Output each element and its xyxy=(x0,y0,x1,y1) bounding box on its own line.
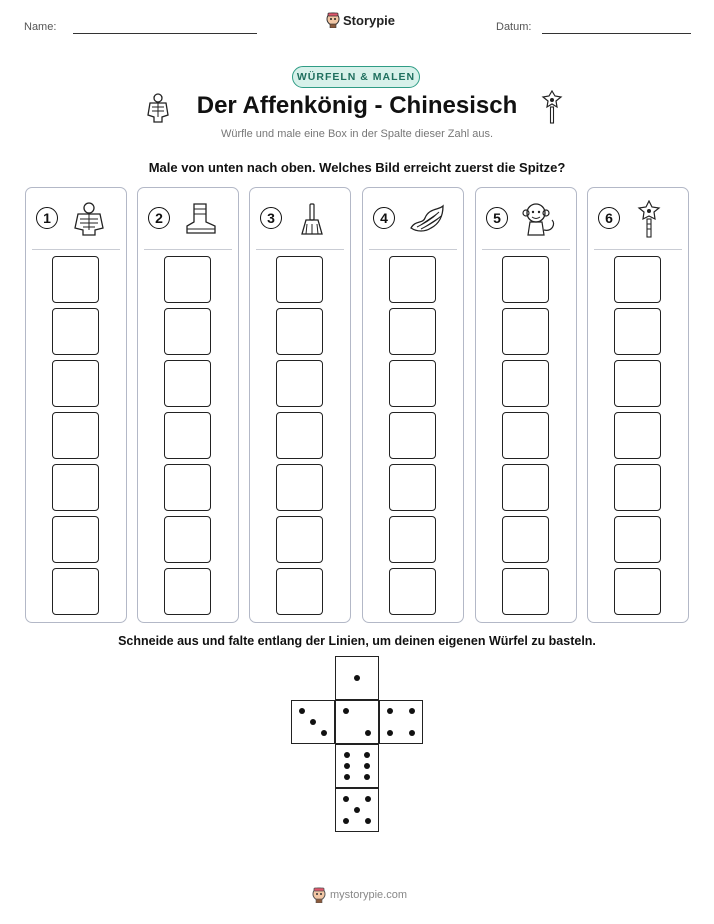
column-number: 1 xyxy=(36,207,58,229)
die-pip xyxy=(409,708,415,714)
coloring-box[interactable] xyxy=(502,308,549,355)
column-divider xyxy=(594,249,682,250)
coloring-box[interactable] xyxy=(276,568,323,615)
coloring-box[interactable] xyxy=(389,308,436,355)
coloring-box[interactable] xyxy=(276,464,323,511)
coloring-box[interactable] xyxy=(276,360,323,407)
die-pip xyxy=(364,763,370,769)
activity-badge: WÜRFELN & MALEN xyxy=(292,66,420,88)
coloring-box[interactable] xyxy=(276,412,323,459)
dice-column-6 xyxy=(587,187,689,623)
boot-icon xyxy=(184,202,218,236)
column-number: 5 xyxy=(486,207,508,229)
game-instruction: Male von unten nach oben. Welches Bild erreicht zuerst die Spitze? xyxy=(148,160,566,175)
storypie-mascot-icon xyxy=(326,12,340,28)
dice-column-1 xyxy=(25,187,127,623)
die-pip xyxy=(364,774,370,780)
coloring-box[interactable] xyxy=(52,568,99,615)
page-title: Der Affenkönig - Chinesisch xyxy=(196,92,518,119)
coloring-box[interactable] xyxy=(389,412,436,459)
die-face-3 xyxy=(291,700,335,744)
die-pip xyxy=(343,708,349,714)
coloring-box[interactable] xyxy=(52,412,99,459)
die-pip xyxy=(310,719,316,725)
coloring-box[interactable] xyxy=(614,412,661,459)
die-pip xyxy=(409,730,415,736)
die-pip xyxy=(343,818,349,824)
coloring-box[interactable] xyxy=(164,568,211,615)
column-divider xyxy=(256,249,344,250)
column-number: 4 xyxy=(373,207,395,229)
coloring-box[interactable] xyxy=(164,516,211,563)
column-number: 2 xyxy=(148,207,170,229)
coloring-box[interactable] xyxy=(614,256,661,303)
coloring-box[interactable] xyxy=(276,308,323,355)
staff-icon xyxy=(541,90,563,124)
coloring-box[interactable] xyxy=(164,360,211,407)
die-pip xyxy=(343,796,349,802)
brand-name: Storypie xyxy=(343,12,396,28)
page-subtitle: Würfle und male eine Box in der Spalte dieser Zahl aus. xyxy=(220,128,494,140)
die-pip xyxy=(344,763,350,769)
coloring-box[interactable] xyxy=(614,568,661,615)
coloring-box[interactable] xyxy=(164,256,211,303)
storypie-mascot-icon xyxy=(312,887,326,903)
die-pip xyxy=(387,708,393,714)
footer-url[interactable]: mystorypie.com xyxy=(330,889,408,901)
die-face-2 xyxy=(335,700,379,744)
die-face-4 xyxy=(379,700,423,744)
coloring-box[interactable] xyxy=(389,516,436,563)
die-face-6 xyxy=(335,744,379,788)
die-pip xyxy=(387,730,393,736)
name-line[interactable] xyxy=(73,33,257,34)
column-number: 3 xyxy=(260,207,282,229)
column-number: 6 xyxy=(598,207,620,229)
column-divider xyxy=(32,249,120,250)
coloring-box[interactable] xyxy=(389,256,436,303)
cut-instruction: Schneide aus und falte entlang der Linien, um deinen eigenen Würfel zu basteln. xyxy=(118,634,596,648)
coloring-box[interactable] xyxy=(52,360,99,407)
column-divider xyxy=(144,249,232,250)
die-pip xyxy=(344,774,350,780)
column-divider xyxy=(482,249,570,250)
coloring-box[interactable] xyxy=(52,308,99,355)
coloring-box[interactable] xyxy=(502,464,549,511)
coloring-box[interactable] xyxy=(52,256,99,303)
coloring-box[interactable] xyxy=(389,360,436,407)
die-pip xyxy=(354,807,360,813)
die-pip xyxy=(321,730,327,736)
die-face-5 xyxy=(335,788,379,832)
coloring-box[interactable] xyxy=(389,568,436,615)
die-pip xyxy=(365,818,371,824)
dice-column-5 xyxy=(475,187,577,623)
monkey-icon xyxy=(522,202,558,238)
coloring-box[interactable] xyxy=(614,308,661,355)
coloring-box[interactable] xyxy=(502,256,549,303)
die-pip xyxy=(364,752,370,758)
die-pip xyxy=(354,675,360,681)
coloring-box[interactable] xyxy=(614,516,661,563)
coloring-box[interactable] xyxy=(389,464,436,511)
coloring-box[interactable] xyxy=(502,568,549,615)
footer xyxy=(312,887,407,903)
date-label: Datum: xyxy=(496,21,532,33)
coloring-box[interactable] xyxy=(276,256,323,303)
coloring-box[interactable] xyxy=(614,464,661,511)
date-line[interactable] xyxy=(542,33,691,34)
die-pip xyxy=(344,752,350,758)
name-label: Name: xyxy=(24,21,57,33)
coloring-box[interactable] xyxy=(614,360,661,407)
die-pip xyxy=(365,730,371,736)
coloring-box[interactable] xyxy=(52,516,99,563)
coloring-box[interactable] xyxy=(502,360,549,407)
coloring-box[interactable] xyxy=(164,308,211,355)
dice-column-3 xyxy=(249,187,351,623)
die-pip xyxy=(299,708,305,714)
column-divider xyxy=(369,249,457,250)
die-face-1 xyxy=(335,656,379,700)
coloring-box[interactable] xyxy=(502,516,549,563)
coloring-box[interactable] xyxy=(164,464,211,511)
armor-icon xyxy=(72,202,106,236)
dice-column-2 xyxy=(137,187,239,623)
dice-column-4 xyxy=(362,187,464,623)
brand-logo xyxy=(326,12,395,28)
coloring-box[interactable] xyxy=(502,412,549,459)
coloring-box[interactable] xyxy=(52,464,99,511)
die-pip xyxy=(365,796,371,802)
coloring-box[interactable] xyxy=(164,412,211,459)
staff-icon xyxy=(634,200,664,238)
broom-icon xyxy=(296,202,330,236)
coloring-box[interactable] xyxy=(276,516,323,563)
cloud-icon xyxy=(409,202,447,236)
